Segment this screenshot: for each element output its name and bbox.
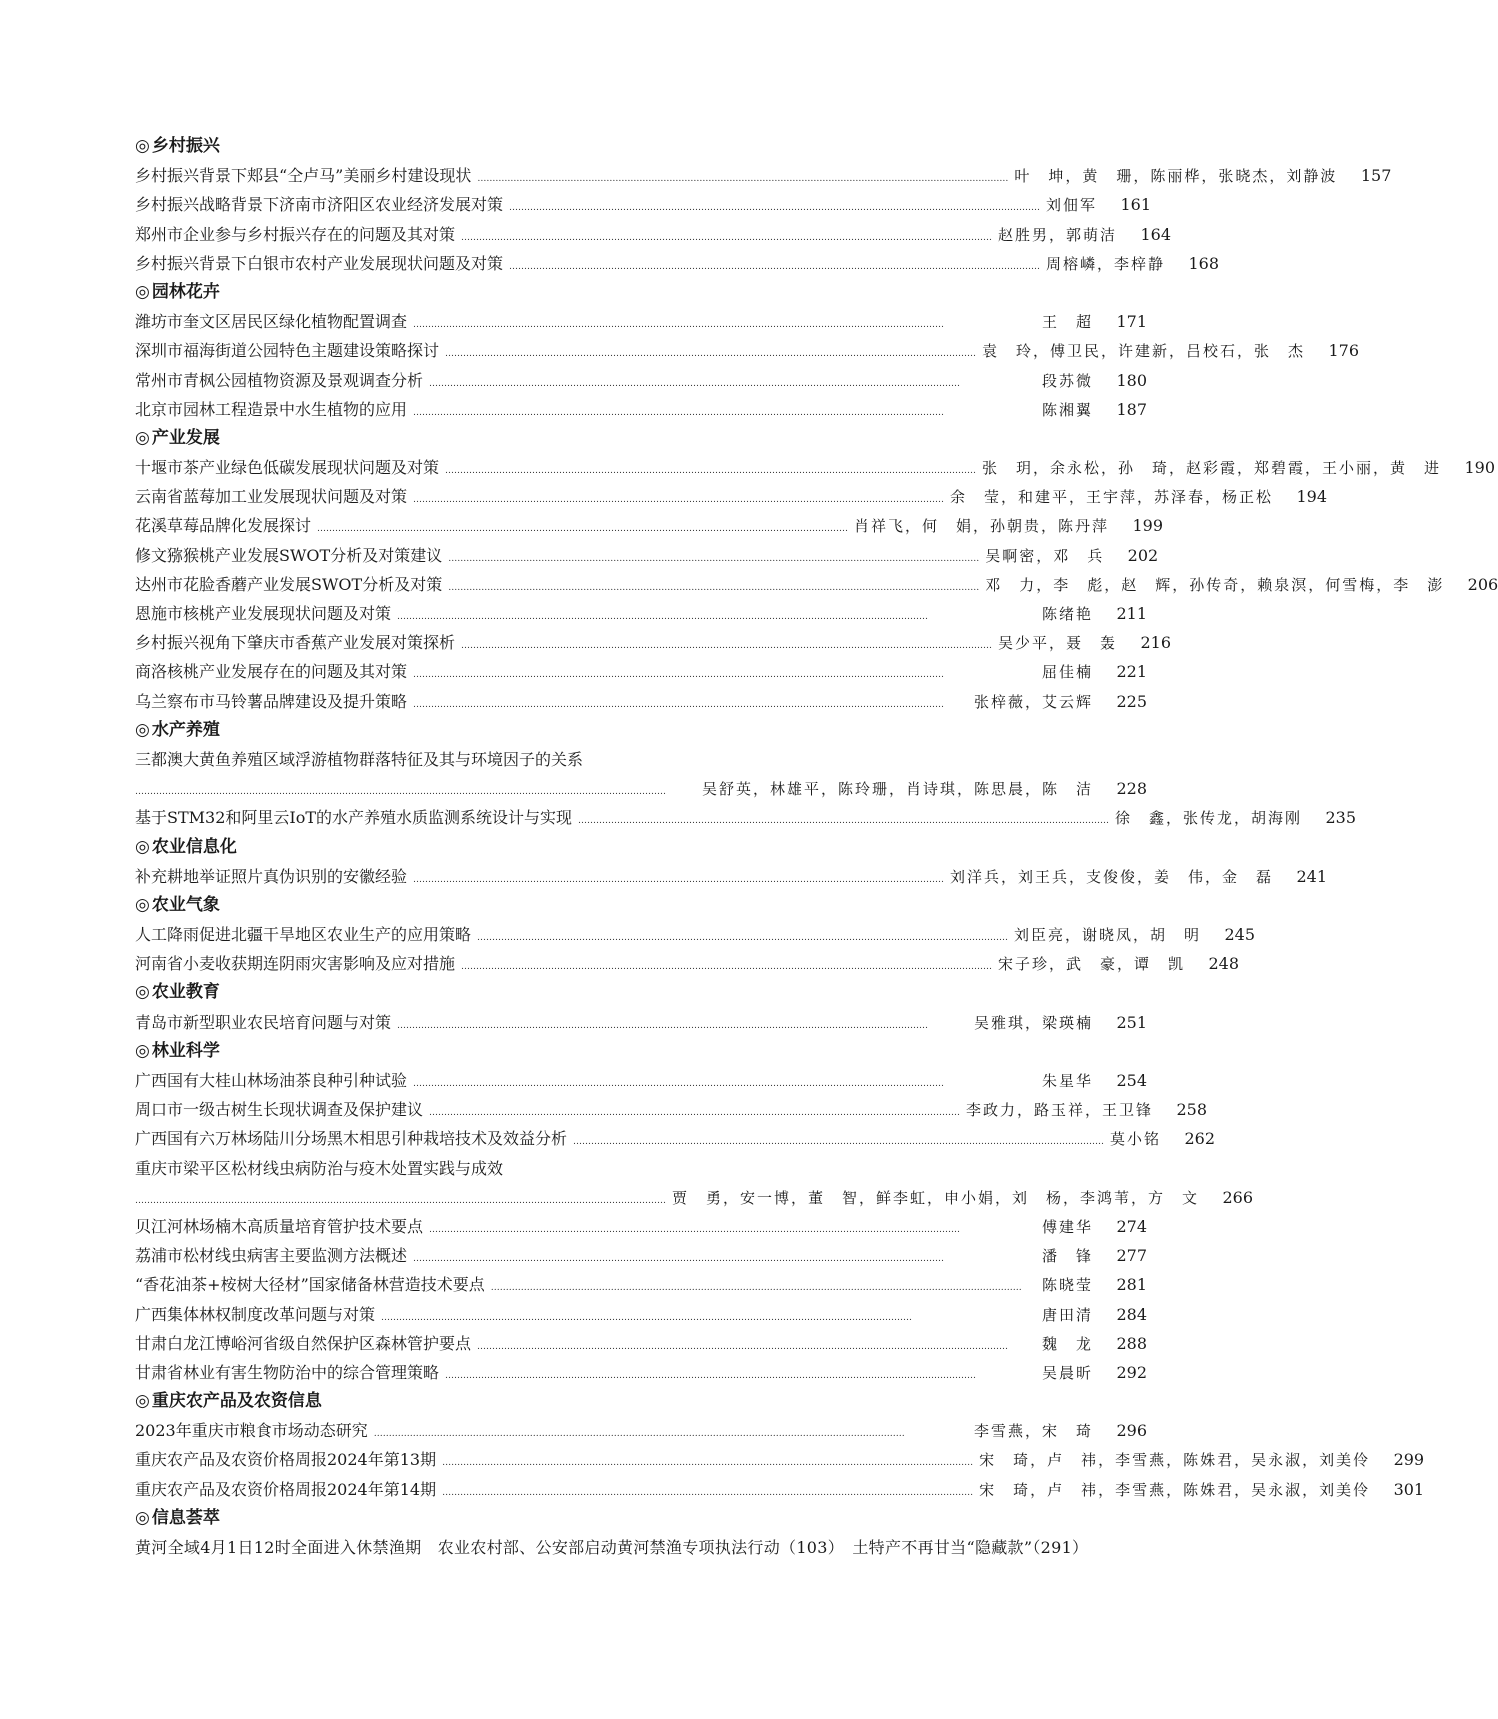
toc-entry[interactable] <box>135 1270 1147 1299</box>
entry-page: 194 <box>1296 487 1328 507</box>
leader-dots: …………………………………………………………………………………………………………………………………………………………… <box>317 524 849 535</box>
leader-dots: …………………………………………………………………………………………………………………………………………………………… <box>135 787 666 798</box>
section-mark-icon: ◎ <box>135 1507 150 1528</box>
entry-authors: 宋 琦，卢 祎，李雪燕，陈姝君，吴永淑，刘美伶 <box>979 1480 1371 1499</box>
toc-entry[interactable] <box>135 249 1220 278</box>
entry-page: 274 <box>1116 1216 1147 1236</box>
entry-authors: 唐田清 <box>1041 1305 1093 1324</box>
section-heading <box>135 833 1147 862</box>
entry-authors: 傅建华 <box>1041 1217 1093 1236</box>
toc-entry[interactable] <box>135 920 1256 949</box>
entry-authors: 吴雅琪，梁瑛楠 <box>973 1013 1093 1032</box>
entry-page: 235 <box>1325 808 1357 828</box>
section-heading <box>135 132 1147 161</box>
toc-entry[interactable] <box>135 570 1498 599</box>
entry-authors: 李政力，路玉祥，王卫锋 <box>966 1101 1154 1120</box>
leader-dots: …………………………………………………………………………………………………………………………………………………………… <box>429 1224 961 1235</box>
leader-dots: …………………………………………………………………………………………………………………………………………………………… <box>397 1020 929 1031</box>
section-mark-icon: ◎ <box>135 1040 150 1061</box>
toc-entry[interactable] <box>135 511 1164 540</box>
entry-title: 北京市园林工程造景中水生植物的应用 <box>135 399 408 419</box>
toc-entry[interactable] <box>135 687 1147 716</box>
entry-authors: 段苏微 <box>1041 371 1093 390</box>
entry-title: 乡村振兴背景下郏县“仝卢马”美丽乡村建设现状 <box>135 166 472 186</box>
entry-authors: 陈晓莹 <box>1041 1276 1093 1295</box>
entry-page: 221 <box>1116 662 1147 682</box>
entry-authors: 魏 龙 <box>1041 1334 1093 1353</box>
toc-entry[interactable] <box>135 190 1152 219</box>
section-mark-icon: ◎ <box>135 427 150 448</box>
entry-page: 288 <box>1116 1333 1147 1353</box>
entry-title: 基于STM32和阿里云IoT的水产养殖水质监测系统设计与实现 <box>135 808 573 828</box>
entry-title: 乡村振兴视角下肇庆市香蕉产业发展对策探析 <box>135 633 456 653</box>
toc-entry[interactable] <box>135 657 1147 686</box>
entry-title: 河南省小麦收获期连阴雨灾害影响及应对措施 <box>135 954 456 974</box>
info-digest-text: 黄河全域4月1日12时全面进入休禁渔期 农业农村部、公安部启动黄河禁渔专项执法行动（103） 土特产不再甘当“隐藏款”（291） <box>135 1538 1089 1557</box>
leader-dots: …………………………………………………………………………………………………………………………………………………………… <box>397 612 929 622</box>
entry-authors: 赵胜男，郭萌洁 <box>998 225 1118 244</box>
entry-page: 206 <box>1467 574 1498 594</box>
toc-entry[interactable] <box>135 453 1496 482</box>
leader-dots: …………………………………………………………………………………………………………………………………………………………… <box>477 933 1009 944</box>
section-mark-icon: ◎ <box>135 982 150 1003</box>
section-title: 农业教育 <box>151 982 220 1003</box>
toc-entry[interactable] <box>135 1212 1147 1241</box>
entry-title: 荔浦市松材线虫病害主要监测方法概述 <box>135 1246 408 1266</box>
entry-title: 青岛市新型职业农民培育问题与对策 <box>135 1012 392 1032</box>
leader-dots: …………………………………………………………………………………………………………………………………………………………… <box>429 378 961 389</box>
entry-title: 达州市花脸香蘑产业发展SWOT分析及对策 <box>135 574 443 594</box>
entry-page: 301 <box>1393 1479 1425 1499</box>
toc-entry[interactable] <box>135 1241 1147 1270</box>
toc-entry[interactable] <box>135 1183 1254 1212</box>
leader-dots: …………………………………………………………………………………………………………………………………………………………… <box>461 232 993 243</box>
entry-title: 恩施市核桃产业发展现状问题及对策 <box>135 604 392 623</box>
entry-page: 202 <box>1127 545 1159 565</box>
toc-entry[interactable] <box>135 1445 1425 1474</box>
toc-entry[interactable] <box>135 1416 1147 1445</box>
section-heading <box>135 891 1147 920</box>
entry-title: 花溪草莓品牌化发展探讨 <box>135 516 312 536</box>
entry-page: 228 <box>1116 779 1147 799</box>
leader-dots: …………………………………………………………………………………………………………………………………………………………… <box>490 1283 1022 1294</box>
leader-dots: …………………………………………………………………………………………………………………………………………………………… <box>413 495 945 506</box>
section-title: 乡村振兴 <box>151 136 220 156</box>
entry-page: 211 <box>1116 604 1147 623</box>
entry-authors: 刘洋兵，刘王兵，支俊俊，姜 伟，金 磊 <box>950 867 1274 886</box>
toc-entry[interactable] <box>135 599 1147 628</box>
section-title: 林业科学 <box>151 1040 220 1061</box>
entry-authors: 莫小铭 <box>1110 1130 1162 1149</box>
entry-authors: 徐 鑫，张传龙，胡海刚 <box>1115 809 1303 828</box>
leader-dots: …………………………………………………………………………………………………………………………………………………………… <box>573 1137 1105 1148</box>
entry-authors: 陈湘翼 <box>1041 400 1093 419</box>
toc-entry[interactable] <box>135 1358 1147 1387</box>
entry-authors: 吴晨昕 <box>1041 1363 1093 1382</box>
toc-entry[interactable] <box>135 366 1147 395</box>
entry-title: 潍坊市奎文区居民区绿化植物配置调查 <box>135 312 408 332</box>
entry-page: 241 <box>1296 866 1328 886</box>
entry-page: 176 <box>1328 341 1360 361</box>
entry-page: 296 <box>1116 1421 1147 1441</box>
leader-dots: …………………………………………………………………………………………………………………………………………………………… <box>448 553 980 564</box>
entry-title: 乌兰察布市马铃薯品牌建设及提升策略 <box>135 691 408 711</box>
leader-dots: …………………………………………………………………………………………………………………………………………………………… <box>461 641 993 652</box>
leader-dots: …………………………………………………………………………………………………………………………………………………………… <box>429 1108 961 1119</box>
section-heading <box>135 424 1147 453</box>
entry-authors: 周榕嶙，李梓静 <box>1046 254 1166 273</box>
entry-authors: 吴少平，聂 轰 <box>998 634 1118 653</box>
entry-title: 修文猕猴桃产业发展SWOT分析及对策建议 <box>135 545 443 565</box>
section-title: 信息荟萃 <box>151 1507 220 1528</box>
entry-title: 甘肃省林业有害生物防治中的综合管理策略 <box>135 1362 440 1382</box>
toc-entry[interactable] <box>135 1095 1208 1124</box>
leader-dots: …………………………………………………………………………………………………………………………………………………………… <box>509 203 1041 214</box>
entry-authors: 王 超 <box>1041 313 1093 332</box>
leader-dots: …………………………………………………………………………………………………………………………………………………………… <box>381 1312 913 1323</box>
toc-entry[interactable] <box>135 1329 1147 1358</box>
entry-page: 225 <box>1116 691 1147 711</box>
section-title: 园林花卉 <box>151 281 220 302</box>
entry-page: 199 <box>1132 516 1164 536</box>
entry-page: 245 <box>1224 925 1256 945</box>
entry-title: 人工降雨促进北疆干旱地区农业生产的应用策略 <box>135 925 472 945</box>
entry-title: 甘肃白龙江博峪河省级自然保护区森林管护要点 <box>135 1333 472 1353</box>
table-of-contents <box>135 132 1498 1561</box>
leader-dots: …………………………………………………………………………………………………………………………………………………………… <box>461 962 993 973</box>
section-heading <box>135 1504 1147 1533</box>
entry-authors: 屈佳楠 <box>1041 663 1093 682</box>
leader-dots: …………………………………………………………………………………………………………………………………………………………… <box>509 261 1041 272</box>
entry-page: 258 <box>1176 1100 1208 1120</box>
entry-authors: 吴啊密，邓 兵 <box>985 546 1105 565</box>
leader-dots: …………………………………………………………………………………………………………………………………………………………… <box>442 1458 974 1469</box>
entry-page: 161 <box>1120 195 1152 215</box>
entry-page: 251 <box>1116 1012 1147 1032</box>
section-heading <box>135 978 1147 1007</box>
entry-page: 216 <box>1140 633 1172 653</box>
section-mark-icon: ◎ <box>135 894 150 915</box>
entry-title: “香花油茶+桉树大径材”国家储备林营造技术要点 <box>135 1275 485 1295</box>
toc-entry[interactable] <box>135 336 1360 365</box>
entry-page: 248 <box>1208 954 1240 974</box>
leader-dots: …………………………………………………………………………………………………………………………………………………………… <box>448 582 980 593</box>
entry-title-line[interactable]: 三都澳大黄鱼养殖区域浮游植物群落特征及其与环境因子的关系 <box>135 749 584 769</box>
toc-entry[interactable] <box>135 862 1328 891</box>
entry-title: 广西国有大桂山林场油茶良种引种试验 <box>135 1071 408 1090</box>
section-heading <box>135 1387 1147 1416</box>
entry-title: 深圳市福海街道公园特色主题建设策略探讨 <box>135 341 440 361</box>
entry-page: 180 <box>1116 370 1147 390</box>
entry-authors: 陈绪艳 <box>1041 605 1093 623</box>
section-heading <box>135 716 1147 745</box>
toc-entry[interactable] <box>135 541 1159 570</box>
entry-page: 171 <box>1116 312 1147 332</box>
section-mark-icon: ◎ <box>135 836 150 857</box>
entry-page: 266 <box>1222 1187 1254 1207</box>
entry-page: 168 <box>1188 253 1220 273</box>
entry-page: 262 <box>1184 1129 1216 1149</box>
entry-title: 重庆农产品及农资价格周报2024年第13期 <box>135 1450 437 1470</box>
section-title: 农业信息化 <box>151 836 237 857</box>
entry-title: 常州市青枫公园植物资源及景观调查分析 <box>135 370 424 390</box>
entry-title: 乡村振兴背景下白银市农村产业发展现状问题及对策 <box>135 253 504 273</box>
leader-dots: …………………………………………………………………………………………………………………………………………………………… <box>413 874 945 885</box>
leader-dots: …………………………………………………………………………………………………………………………………………………………… <box>413 320 945 331</box>
leader-dots: …………………………………………………………………………………………………………………………………………………………… <box>135 1195 666 1206</box>
toc-entry[interactable] <box>135 482 1328 511</box>
section-title: 水产养殖 <box>151 719 220 740</box>
entry-title-line[interactable]: 重庆市梁平区松材线虫病防治与疫木处置实践与成效 <box>135 1158 504 1178</box>
toc-entry[interactable] <box>135 628 1172 657</box>
leader-dots: …………………………………………………………………………………………………………………………………………………………… <box>413 407 945 418</box>
entry-title: 云南省蓝莓加工业发展现状问题及对策 <box>135 487 408 507</box>
section-mark-icon: ◎ <box>135 281 150 302</box>
entry-page: 299 <box>1393 1450 1425 1470</box>
toc-entry[interactable] <box>135 307 1147 336</box>
leader-dots: …………………………………………………………………………………………………………………………………………………………… <box>413 670 945 681</box>
toc-entry[interactable] <box>135 1008 1147 1037</box>
toc-entry[interactable] <box>135 161 1392 190</box>
entry-authors: 李雪燕，宋 琦 <box>973 1422 1093 1441</box>
toc-entry[interactable] <box>135 1475 1425 1504</box>
entry-authors: 余 莹，和建平，王宇萍，苏泽春，杨正松 <box>950 488 1274 507</box>
leader-dots: …………………………………………………………………………………………………………………………………………………………… <box>445 1370 977 1381</box>
entry-title: 广西集体林权制度改革问题与对策 <box>135 1304 376 1324</box>
entry-page: 164 <box>1140 224 1172 244</box>
entry-authors: 宋 琦，卢 祎，李雪燕，陈姝君，吴永淑，刘美伶 <box>979 1451 1371 1470</box>
toc-entry[interactable] <box>135 1124 1216 1153</box>
entry-authors: 肖祥飞，何 娟，孙朝贵，陈丹萍 <box>854 517 1110 536</box>
entry-page: 292 <box>1116 1362 1147 1382</box>
entry-authors: 张 玥，余永松，孙 琦，赵彩霞，郑碧霞，王小丽，黄 进 <box>982 459 1442 478</box>
entry-authors: 刘臣亮，谢晓凤，胡 明 <box>1014 926 1202 945</box>
toc-entry[interactable] <box>135 774 1147 803</box>
entry-authors: 宋子珍，武 豪，谭 凯 <box>998 955 1186 974</box>
entry-page: 187 <box>1116 399 1147 419</box>
leader-dots: …………………………………………………………………………………………………………………………………………………………… <box>445 466 977 477</box>
section-heading <box>135 1037 1147 1066</box>
entry-page: 277 <box>1116 1246 1147 1266</box>
entry-title: 十堰市茶产业绿色低碳发展现状问题及对策 <box>135 458 440 478</box>
leader-dots: …………………………………………………………………………………………………………………………………………………………… <box>413 699 945 710</box>
toc-entry[interactable] <box>135 1066 1147 1095</box>
toc-entry[interactable] <box>135 1300 1147 1329</box>
entry-title: 广西国有六万林场陆川分场黑木相思引种栽培技术及效益分析 <box>135 1129 568 1149</box>
section-title: 农业气象 <box>151 894 220 915</box>
entry-authors: 贾 勇，安一博，董 智，鲜李虹，申小娟，刘 杨，李鸿苇，方 文 <box>672 1188 1200 1207</box>
section-mark-icon: ◎ <box>135 719 150 740</box>
entry-page: 190 <box>1464 458 1496 478</box>
entry-title: 重庆农产品及农资价格周报2024年第14期 <box>135 1479 437 1499</box>
leader-dots: …………………………………………………………………………………………………………………………………………………………… <box>413 1079 945 1089</box>
section-title: 重庆农产品及农资信息 <box>151 1391 322 1412</box>
entry-authors: 邓 力，李 彪，赵 辉，孙传奇，赖泉溟，何雪梅，李 澎 <box>985 575 1445 594</box>
entry-authors: 吴舒英，林雄平，陈玲珊，肖诗琪，陈思晨，陈 洁 <box>701 780 1093 799</box>
entry-authors: 朱星华 <box>1041 1072 1093 1090</box>
entry-title: 郑州市企业参与乡村振兴存在的问题及其对策 <box>135 224 456 244</box>
entry-page: 284 <box>1116 1304 1147 1324</box>
leader-dots: …………………………………………………………………………………………………………………………………………………………… <box>442 1487 974 1498</box>
leader-dots: …………………………………………………………………………………………………………………………………………………………… <box>413 1254 945 1265</box>
leader-dots: …………………………………………………………………………………………………………………………………………………………… <box>477 174 1009 185</box>
entry-title: 商洛核桃产业发展存在的问题及其对策 <box>135 662 408 682</box>
entry-authors: 潘 锋 <box>1041 1247 1093 1266</box>
section-mark-icon: ◎ <box>135 1391 150 1412</box>
entry-page: 157 <box>1360 166 1392 186</box>
leader-dots: …………………………………………………………………………………………………………………………………………………………… <box>477 1341 1009 1352</box>
section-title: 产业发展 <box>151 427 220 448</box>
entry-title: 周口市一级古树生长现状调查及保护建议 <box>135 1100 424 1120</box>
toc-entry[interactable] <box>135 803 1357 832</box>
leader-dots: …………………………………………………………………………………………………………………………………………………………… <box>445 349 977 360</box>
section-mark-icon: ◎ <box>135 136 150 156</box>
toc-entry[interactable] <box>135 220 1172 249</box>
toc-entry[interactable] <box>135 395 1147 424</box>
entry-title: 贝江河林场楠木高质量培育管护技术要点 <box>135 1216 424 1236</box>
entry-title: 补充耕地举证照片真伪识别的安徽经验 <box>135 866 408 886</box>
entry-authors: 张梓薇，艾云辉 <box>973 692 1093 711</box>
leader-dots: …………………………………………………………………………………………………………………………………………………………… <box>578 816 1110 827</box>
entry-title: 2023年重庆市粮食市场动态研究 <box>135 1421 368 1441</box>
toc-entry[interactable] <box>135 949 1240 978</box>
entry-page: 254 <box>1116 1071 1147 1090</box>
leader-dots: …………………………………………………………………………………………………………………………………………………………… <box>373 1429 905 1440</box>
entry-title: 乡村振兴战略背景下济南市济阳区农业经济发展对策 <box>135 195 504 215</box>
section-heading <box>135 278 1147 307</box>
entry-authors: 袁 玲，傅卫民，许建新，吕校石，张 杰 <box>982 342 1306 361</box>
entry-authors: 叶 坤，黄 珊，陈丽桦，张晓杰，刘静波 <box>1014 167 1338 186</box>
entry-authors: 刘佃军 <box>1046 196 1098 215</box>
entry-page: 281 <box>1116 1275 1147 1295</box>
